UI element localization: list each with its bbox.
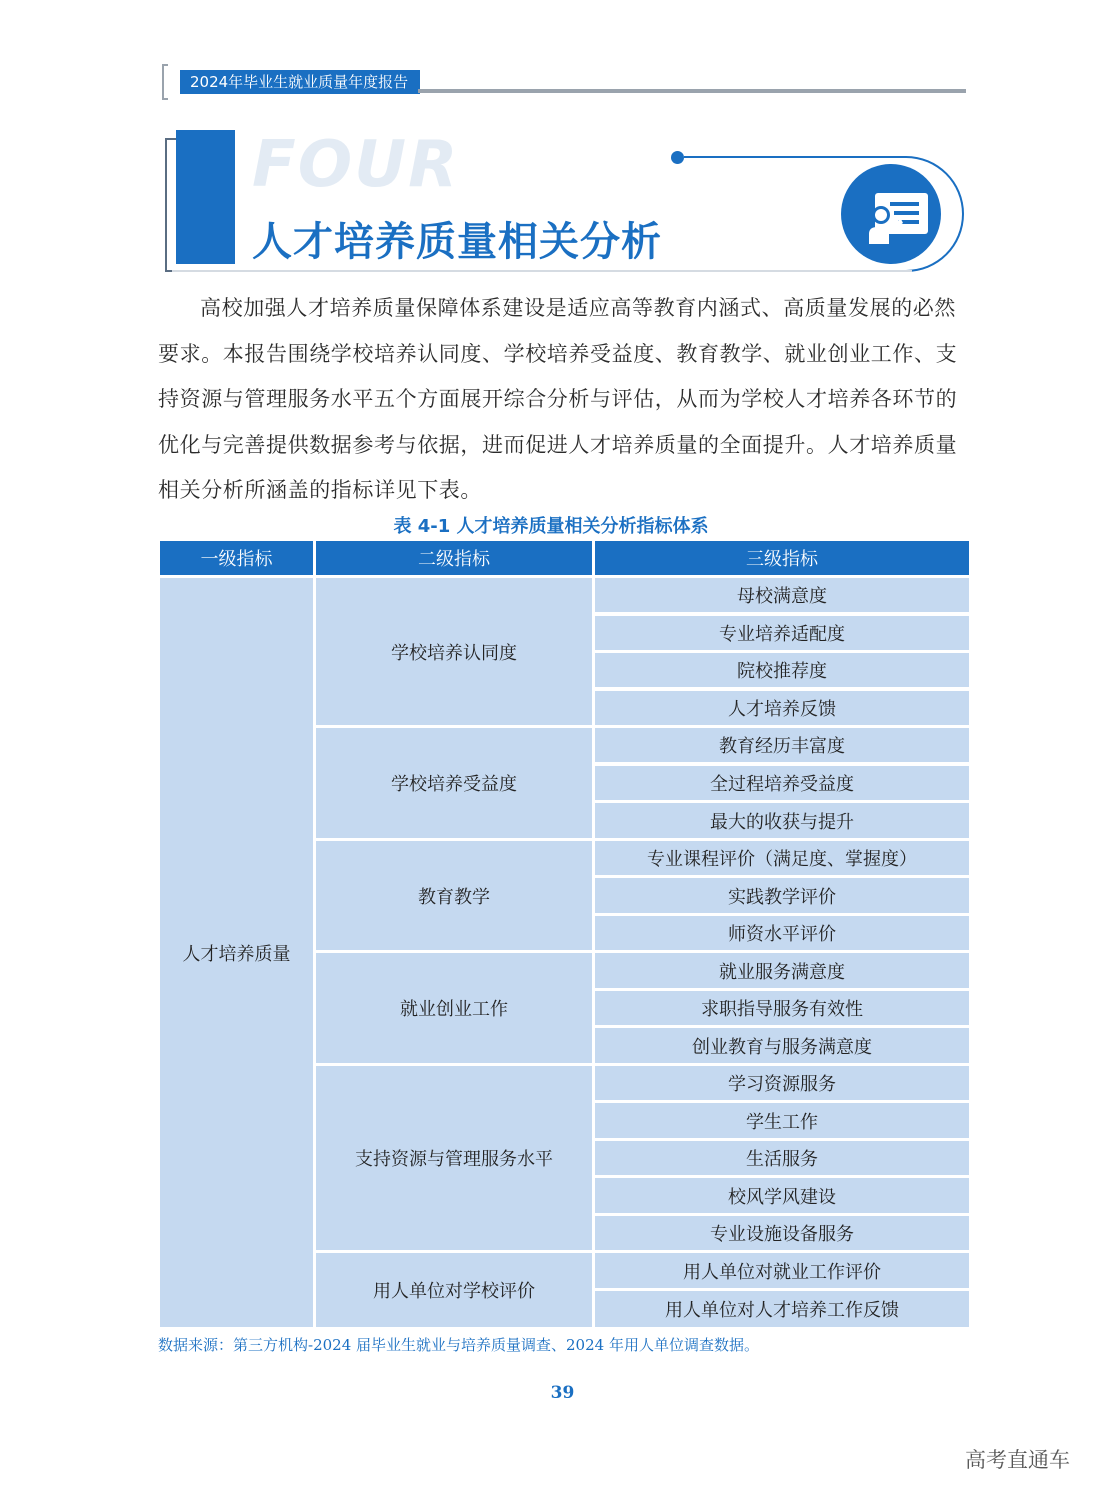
level2-cell: 支持资源与管理服务水平 <box>316 1066 592 1250</box>
level3-cell: 用人单位对人才培养工作反馈 <box>595 1291 969 1327</box>
chapter-title: 人才培养质量相关分析 <box>252 219 662 265</box>
level3-cell: 专业培养适配度 <box>595 616 969 650</box>
chapter-baseline <box>172 270 912 272</box>
page-number: 39 <box>550 1383 575 1403</box>
level3-cell: 最大的收获与提升 <box>595 803 969 838</box>
level3-cell: 创业教育与服务满意度 <box>595 1028 969 1063</box>
header-rule <box>418 89 966 93</box>
level3-cell: 生活服务 <box>595 1141 969 1175</box>
level3-cell: 院校推荐度 <box>595 653 969 687</box>
chapter-line-dot <box>671 151 684 164</box>
indicator-table <box>160 541 969 1327</box>
watermark: 高考直通车 <box>965 1448 1070 1472</box>
level3-cell: 实践教学评价 <box>595 878 969 913</box>
level2-cell: 用人单位对学校评价 <box>316 1253 592 1327</box>
table-header-level1: 一级指标 <box>160 541 313 575</box>
table-header-level2: 二级指标 <box>316 541 592 575</box>
level3-cell: 教育经历丰富度 <box>595 728 969 762</box>
level3-cell: 人才培养反馈 <box>595 691 969 725</box>
level3-cell: 全过程培养受益度 <box>595 766 969 800</box>
level3-cell: 就业服务满意度 <box>595 953 969 988</box>
level2-cell: 学校培养受益度 <box>316 728 592 838</box>
intro-paragraph: 高校加强人才培养质量保障体系建设是适应高等教育内涵式、高质量发展的必然要求。本报告围绕学校培养认同度、学校培养受益度、教育教学、就业创业工作、支持资源与管理服务水平五个方面展开综合分析与评估，从而为学校人才培养各环节的优化与完善提供数据参考与依据，进而促进人才培养质量的全面提升。人才培养质量相关分析所涵盖的指标详见下表。 <box>158 296 958 502</box>
level3-cell: 师资水平评价 <box>595 916 969 950</box>
level3-cell: 学生工作 <box>595 1103 969 1138</box>
level1-cell: 人才培养质量 <box>160 578 313 1327</box>
level2-cell: 就业创业工作 <box>316 953 592 1063</box>
level3-cell: 学习资源服务 <box>595 1066 969 1100</box>
data-source-note: 数据来源：第三方机构-2024 届毕业生就业与培养质量调查、2024 年用人单位调查数据。 <box>158 1336 759 1354</box>
level3-cell: 母校满意度 <box>595 578 969 612</box>
header-bracket <box>162 64 168 100</box>
chapter-accent-bar <box>176 130 235 264</box>
level3-cell: 用人单位对就业工作评价 <box>595 1253 969 1288</box>
chapter-icon-circle <box>841 164 941 264</box>
level3-cell: 求职指导服务有效性 <box>595 991 969 1025</box>
level2-cell: 学校培养认同度 <box>316 578 592 725</box>
table-caption: 表 4-1 人才培养质量相关分析指标体系 <box>393 516 709 537</box>
table-header-level3: 三级指标 <box>595 541 969 575</box>
level3-cell: 专业课程评价（满足度、掌握度） <box>595 841 969 875</box>
report-title: 2024年毕业生就业质量年度报告 <box>180 70 420 94</box>
chapter-number-word: FOUR <box>252 128 460 202</box>
presentation-board-icon <box>841 164 941 264</box>
level3-cell: 校风学风建设 <box>595 1178 969 1213</box>
level2-cell: 教育教学 <box>316 841 592 950</box>
level3-cell: 专业设施设备服务 <box>595 1216 969 1250</box>
